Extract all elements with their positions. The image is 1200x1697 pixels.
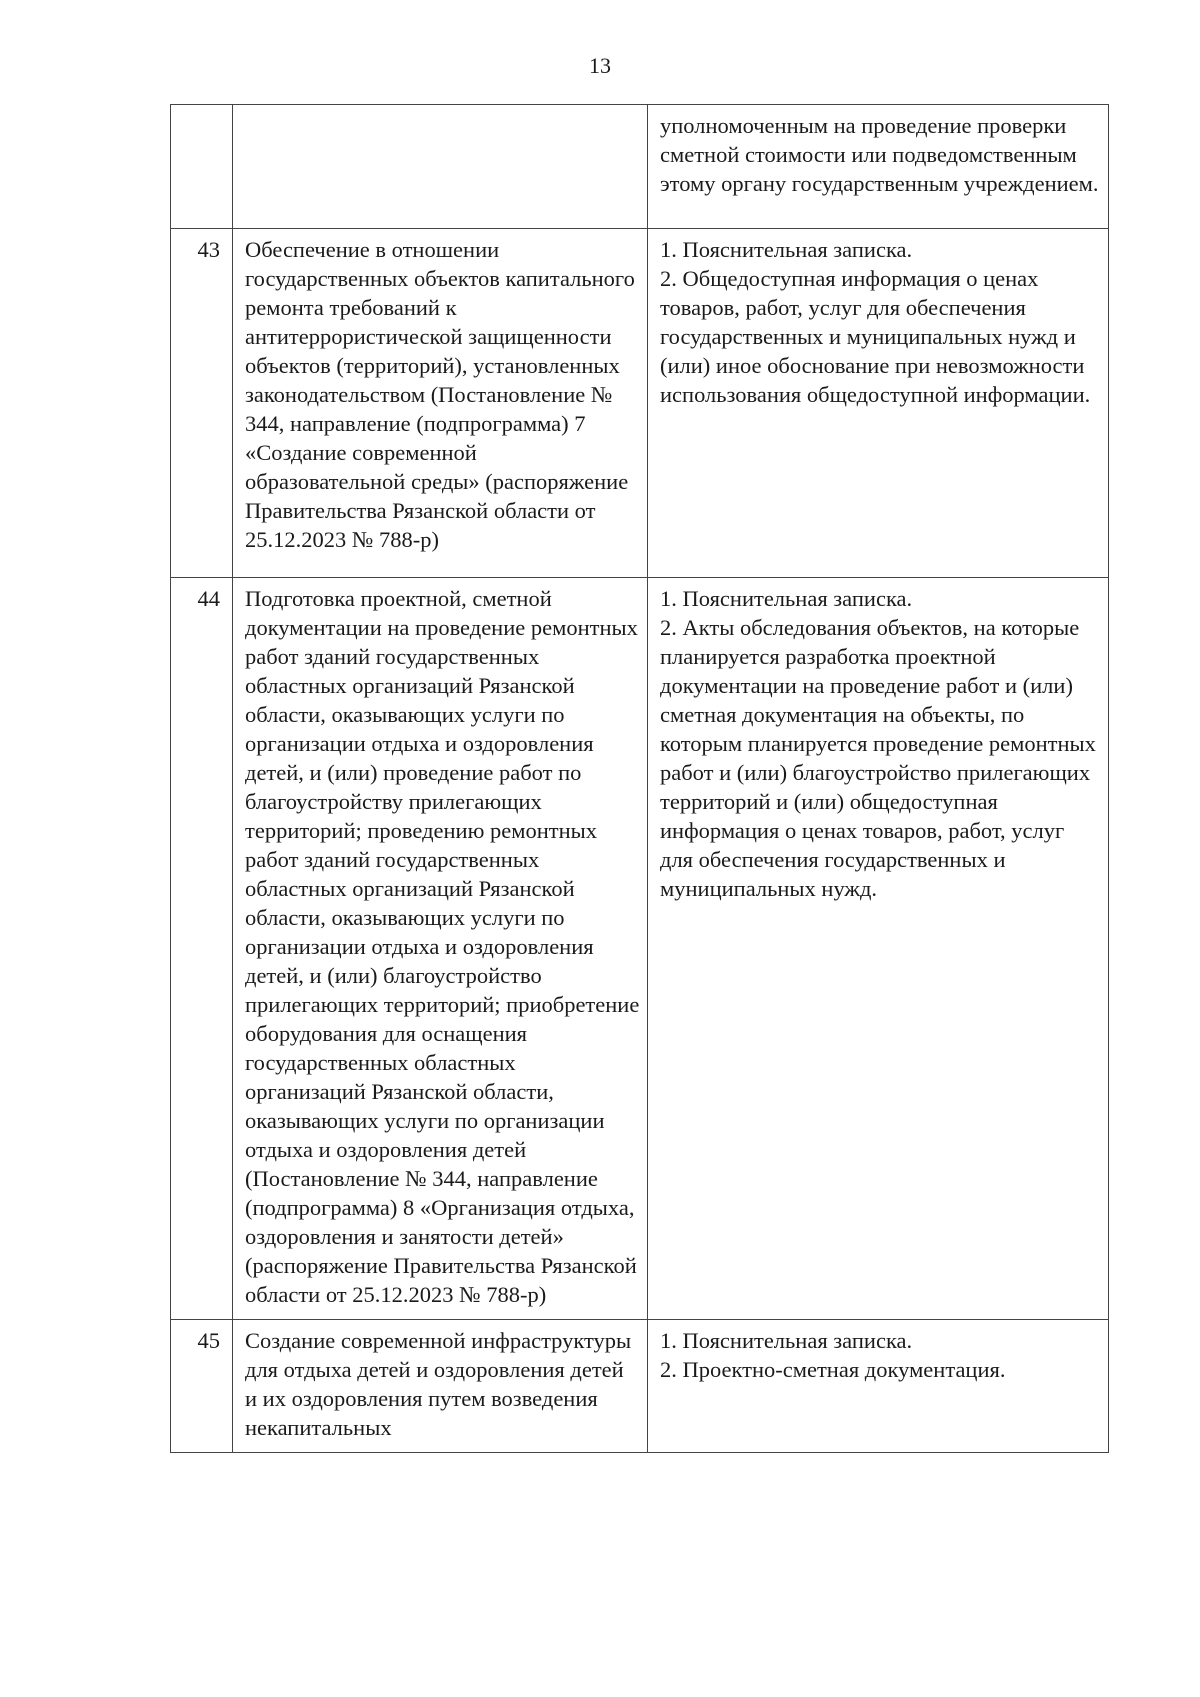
requirements-table [170, 104, 1109, 1453]
table-row [171, 578, 1109, 1320]
row-description: Обеспечение в отношении государственных объектов капитального ремонта требований к антитеррористической защищенности объектов (территорий), установленных законодательством (Постановление № 344, направление (подпрограмма) 7 «Создание современной образовательной среды» (распоряжение Правительства Рязанской области от 25.12.2023 № 788-р) [233, 229, 648, 578]
row-number [171, 105, 233, 229]
row-number: 45 [171, 1320, 233, 1453]
row-documents [648, 1320, 1109, 1453]
row-number: 44 [171, 578, 233, 1320]
page-number: 13 [589, 53, 611, 78]
row-documents [648, 105, 1109, 229]
table-row [171, 1320, 1109, 1453]
document-item: 2. Общедоступная информация о ценах товаров, работ, услуг для обеспечения государственных и муниципальных нужд и (или) иное обоснование при невозможности использования общедоступной информации. [660, 266, 1091, 407]
document-item: 2. Проектно-сметная документация. [660, 1357, 1006, 1382]
document-item: 1. Пояснительная записка. [660, 586, 913, 611]
document-item: 2. Акты обследования объектов, на которые планируется разработка проектной документации на проведение работ и (или) сметная документация на объекты, по которым планируется проведение ремонтных работ и (или) благоустройство прилегающих территорий и (или) общедоступная информация о ценах товаров, работ, услуг для обеспечения государственных и муниципальных нужд. [660, 615, 1096, 901]
document-item: 1. Пояснительная записка. [660, 237, 913, 262]
document-item: 1. Пояснительная записка. [660, 1328, 913, 1353]
row-description [233, 105, 648, 229]
row-documents [648, 229, 1109, 578]
row-number: 43 [171, 229, 233, 578]
row-description: Подготовка проектной, сметной документации на проведение ремонтных работ зданий государственных областных организаций Рязанской области, оказывающих услуги по организации отдыха и оздоровления детей, и (или) проведение работ по благоустройству прилегающих территорий; проведению ремонтных работ зданий государственных областных организаций Рязанской области, оказывающих услуги по организации отдыха и оздоровления детей, и (или) благоустройство прилегающих территорий; приобретение оборудования для оснащения государственных областных организаций Рязанской области, оказывающих услуги по организации отдыха и оздоровления детей (Постановление № 344, направление (подпрограмма) 8 «Организация отдыха, оздоровления и занятости детей» (распоряжение Правительства Рязанской области от 25.12.2023 № 788-р) [233, 578, 648, 1320]
document-item: уполномоченным на проведение проверки сметной стоимости или подведомственным этому органу государственным учреждением. [660, 113, 1099, 196]
table-row [171, 105, 1109, 229]
row-description: Создание современной инфраструктуры для отдыха детей и оздоровления детей и их оздоровления путем возведения некапитальных [233, 1320, 648, 1453]
row-documents [648, 578, 1109, 1320]
table-row [171, 229, 1109, 578]
